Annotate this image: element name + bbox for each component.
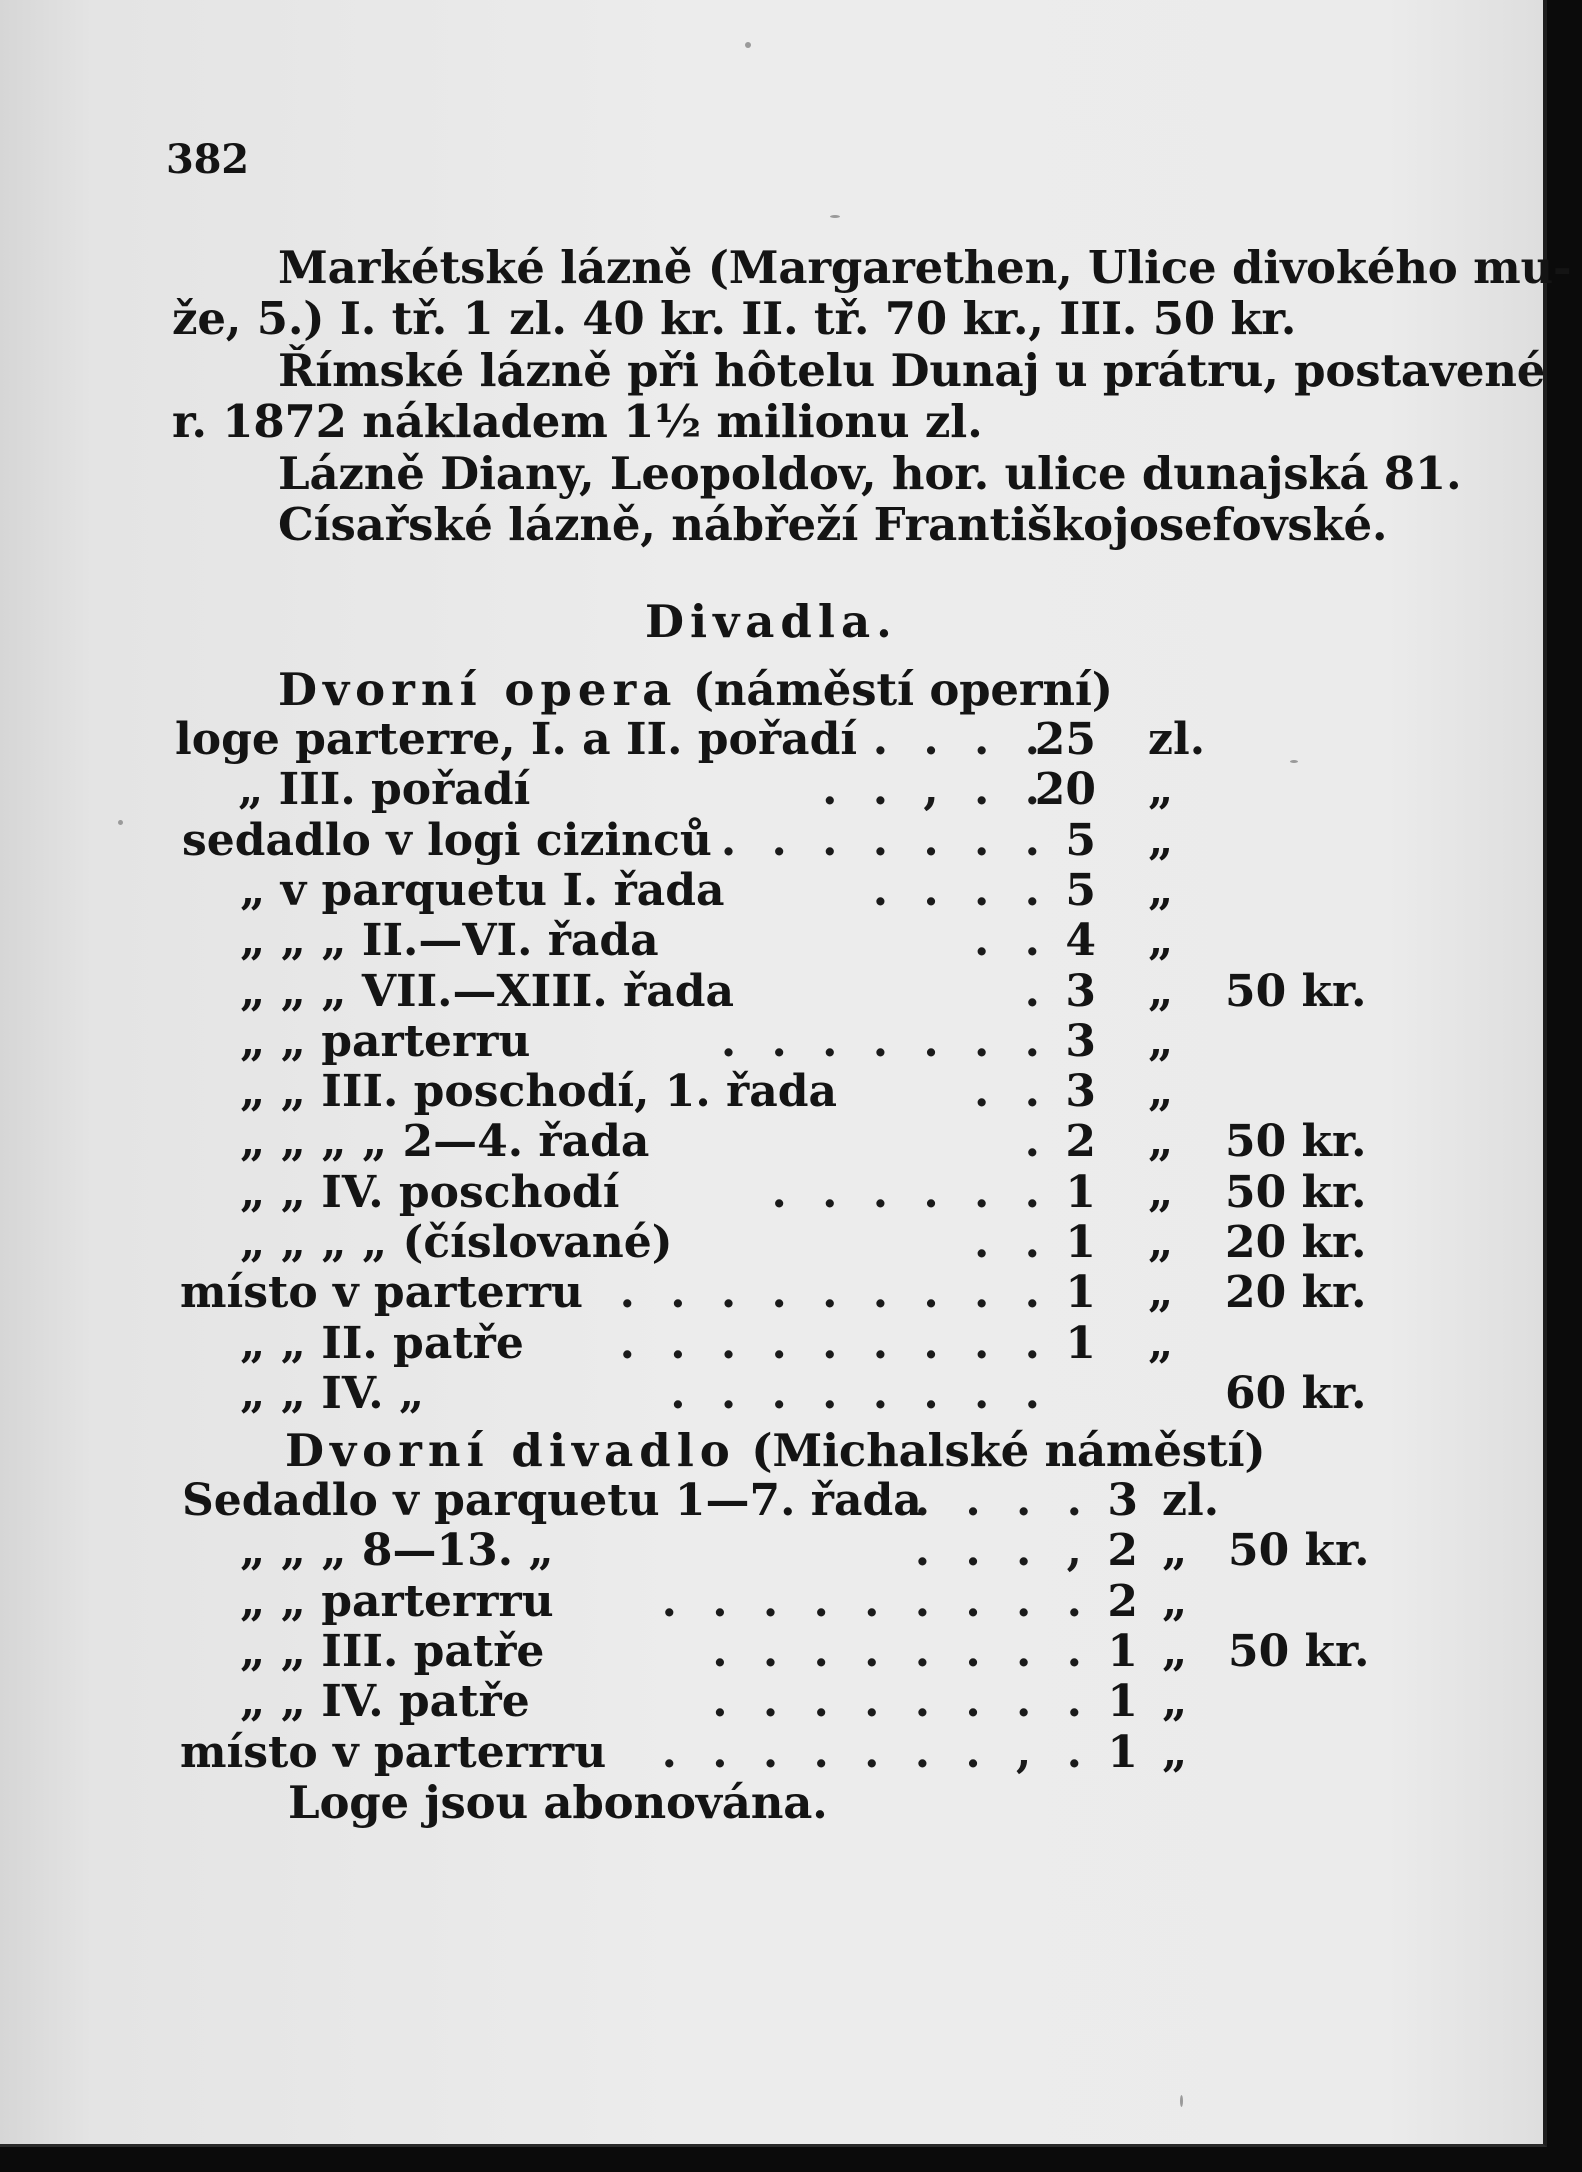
- theatre-row-leader-dots: . . . ,: [914, 1525, 1092, 1577]
- theatre-heading-rest: (Michalské náměstí): [751, 1424, 1266, 1477]
- theatre-row-unit: „: [1162, 1726, 1188, 1778]
- opera-row-leader-dots: . .: [974, 915, 1050, 967]
- opera-row-label: „ „ „ VII.—XIII. řada: [240, 965, 734, 1017]
- print-speck: [1180, 2095, 1183, 2107]
- print-speck: [745, 42, 751, 48]
- opera-row-unit: „: [1148, 1066, 1174, 1118]
- opera-row-leader-dots: .: [1024, 1116, 1050, 1168]
- opera-row-price: 5: [1065, 814, 1096, 866]
- theatre-row-price: 3: [1107, 1475, 1138, 1526]
- opera-heading: [278, 663, 1113, 716]
- paragraph-line-1: Markétské lázně (Margarethen, Ulice divokého mu-: [278, 241, 1572, 294]
- print-speck: [830, 215, 840, 218]
- opera-row-unit: „: [1148, 1116, 1174, 1168]
- opera-row-label: „ „ „ „ 2—4. řada: [240, 1116, 650, 1168]
- opera-row-label: „ „ parterru: [240, 1015, 531, 1067]
- paragraph-line-5: Lázně Diany, Leopoldov, hor. ulice dunajská 81.: [278, 447, 1462, 500]
- opera-row-extra: 50 kr.: [1225, 1166, 1367, 1218]
- opera-row-label: „ „ IV. „: [240, 1367, 425, 1419]
- opera-row-price: 1: [1065, 1166, 1096, 1218]
- theatre-heading: [285, 1424, 1266, 1477]
- opera-row-leader-dots: . . . . . . . .: [670, 1367, 1050, 1419]
- opera-row-extra: 20 kr.: [1225, 1217, 1367, 1268]
- opera-row-unit: „: [1148, 965, 1174, 1017]
- theatre-row-unit: „: [1162, 1525, 1188, 1577]
- opera-row-price: 1: [1065, 1267, 1096, 1319]
- opera-row-extra: 50 kr.: [1225, 1116, 1367, 1168]
- opera-heading-rest: (náměstí operní): [692, 663, 1113, 716]
- theatre-row-price: 2: [1107, 1525, 1138, 1577]
- opera-row-leader-dots: . . . . . . . . .: [619, 1317, 1050, 1369]
- opera-row-price: 3: [1065, 965, 1096, 1017]
- opera-row-unit: „: [1148, 1317, 1174, 1369]
- opera-row-unit: „: [1148, 1267, 1174, 1319]
- theatre-row-unit: zl.: [1162, 1475, 1220, 1526]
- theatre-row-leader-dots: . . . . . . . , .: [661, 1726, 1092, 1778]
- theatre-row-price: 1: [1107, 1676, 1138, 1728]
- theatre-row-leader-dots: . . . .: [914, 1475, 1092, 1526]
- paragraph-line-6: Císařské lázně, nábřeží Františkojosefovské.: [278, 498, 1388, 551]
- theatre-row-label: „ „ „ 8—13. „: [240, 1525, 554, 1577]
- print-speck: [118, 820, 123, 825]
- opera-row-unit: „: [1148, 1217, 1174, 1268]
- opera-row-leader-dots: . . . .: [872, 714, 1050, 765]
- opera-row-unit: zl.: [1148, 714, 1206, 765]
- theatre-row-label: „ „ IV. patře: [240, 1676, 530, 1728]
- opera-row-leader-dots: .: [1024, 965, 1050, 1017]
- closing-note: Loge jsou abonována.: [288, 1776, 828, 1829]
- opera-row-label: „ „ „ II.—VI. řada: [240, 915, 659, 967]
- paragraph-line-4: r. 1872 nákladem 1½ milionu zl.: [172, 395, 983, 448]
- opera-row-unit: „: [1148, 814, 1174, 866]
- opera-row-unit: „: [1148, 915, 1174, 967]
- opera-row-leader-dots: . . . .: [872, 864, 1050, 916]
- opera-row-price: 4: [1065, 915, 1096, 967]
- opera-row-label: „ v parquetu I. řada: [240, 864, 725, 916]
- opera-heading-spaced: Dvorní opera: [278, 663, 678, 716]
- theatre-row-price: 1: [1107, 1726, 1138, 1778]
- opera-row-label: „ „ III. poschodí, 1. řada: [240, 1066, 837, 1118]
- opera-row-price: 3: [1065, 1066, 1096, 1118]
- theatre-row-unit: „: [1162, 1625, 1188, 1677]
- opera-row-extra: 60 kr.: [1225, 1367, 1367, 1419]
- paragraph-line-3: Římské lázně při hôtelu Dunaj u prátru, postavené: [278, 344, 1546, 397]
- theatre-row-leader-dots: . . . . . . . .: [712, 1676, 1092, 1728]
- theatre-row-leader-dots: . . . . . . . .: [712, 1625, 1092, 1677]
- print-speck: [1290, 760, 1298, 763]
- opera-row-leader-dots: . .: [974, 1066, 1050, 1118]
- opera-row-price: 5: [1065, 864, 1096, 916]
- opera-row-unit: „: [1148, 764, 1174, 816]
- opera-row-price: 3: [1065, 1015, 1096, 1067]
- opera-row-leader-dots: . .: [974, 1217, 1050, 1268]
- opera-row-price: 1: [1065, 1217, 1096, 1268]
- theatre-row-label: „ „ parterrru: [240, 1575, 554, 1627]
- theatre-row-extra: 50 kr.: [1228, 1625, 1370, 1677]
- opera-row-unit: „: [1148, 1015, 1174, 1067]
- opera-row-unit: „: [1148, 864, 1174, 916]
- theatre-row-unit: „: [1162, 1676, 1188, 1728]
- theatre-row-leader-dots: . . . . . . . . .: [661, 1575, 1092, 1627]
- opera-row-label: „ „ „ „ (číslované): [240, 1217, 673, 1268]
- opera-row-leader-dots: . . . . . . .: [720, 1015, 1050, 1067]
- theatre-row-price: 2: [1107, 1575, 1138, 1627]
- theatre-row-extra: 50 kr.: [1228, 1525, 1370, 1577]
- opera-row-label: místo v parterru: [180, 1267, 584, 1319]
- opera-row-label: „ „ II. patře: [240, 1317, 524, 1369]
- opera-row-leader-dots: . . , . .: [822, 764, 1050, 816]
- opera-row-unit: „: [1148, 1166, 1174, 1218]
- opera-row-label: „ III. pořadí: [238, 764, 531, 816]
- theatre-heading-spaced: Dvorní divadlo: [285, 1424, 736, 1477]
- opera-row-leader-dots: . . . . . . . . .: [619, 1267, 1050, 1319]
- opera-row-leader-dots: . . . . . . .: [720, 814, 1050, 866]
- theatre-row-price: 1: [1107, 1625, 1138, 1677]
- opera-row-price: 25: [1034, 714, 1096, 765]
- paragraph-line-2: že, 5.) I. tř. 1 zl. 40 kr. II. tř. 70 kr., III. 50 kr.: [172, 292, 1297, 345]
- opera-row-price: 1: [1065, 1317, 1096, 1369]
- opera-row-price: 2: [1065, 1116, 1096, 1168]
- opera-row-leader-dots: . . . . . .: [771, 1166, 1050, 1218]
- page-number: 382: [166, 136, 249, 183]
- opera-row-label: loge parterre, I. a II. pořadí: [175, 714, 858, 765]
- opera-row-extra: 20 kr.: [1225, 1267, 1367, 1319]
- opera-row-extra: 50 kr.: [1225, 965, 1367, 1017]
- theatre-row-label: „ „ III. patře: [240, 1625, 545, 1677]
- section-title: Divadla.: [645, 595, 898, 648]
- theatre-row-label: Sedadlo v parquetu 1—7. řada: [182, 1475, 922, 1526]
- theatre-row-unit: „: [1162, 1575, 1188, 1627]
- opera-row-label: „ „ IV. poschodí: [240, 1166, 620, 1218]
- opera-row-price: 20: [1034, 764, 1096, 816]
- theatre-row-label: místo v parterrru: [180, 1726, 607, 1778]
- opera-row-label: sedadlo v logi cizinců: [182, 814, 712, 866]
